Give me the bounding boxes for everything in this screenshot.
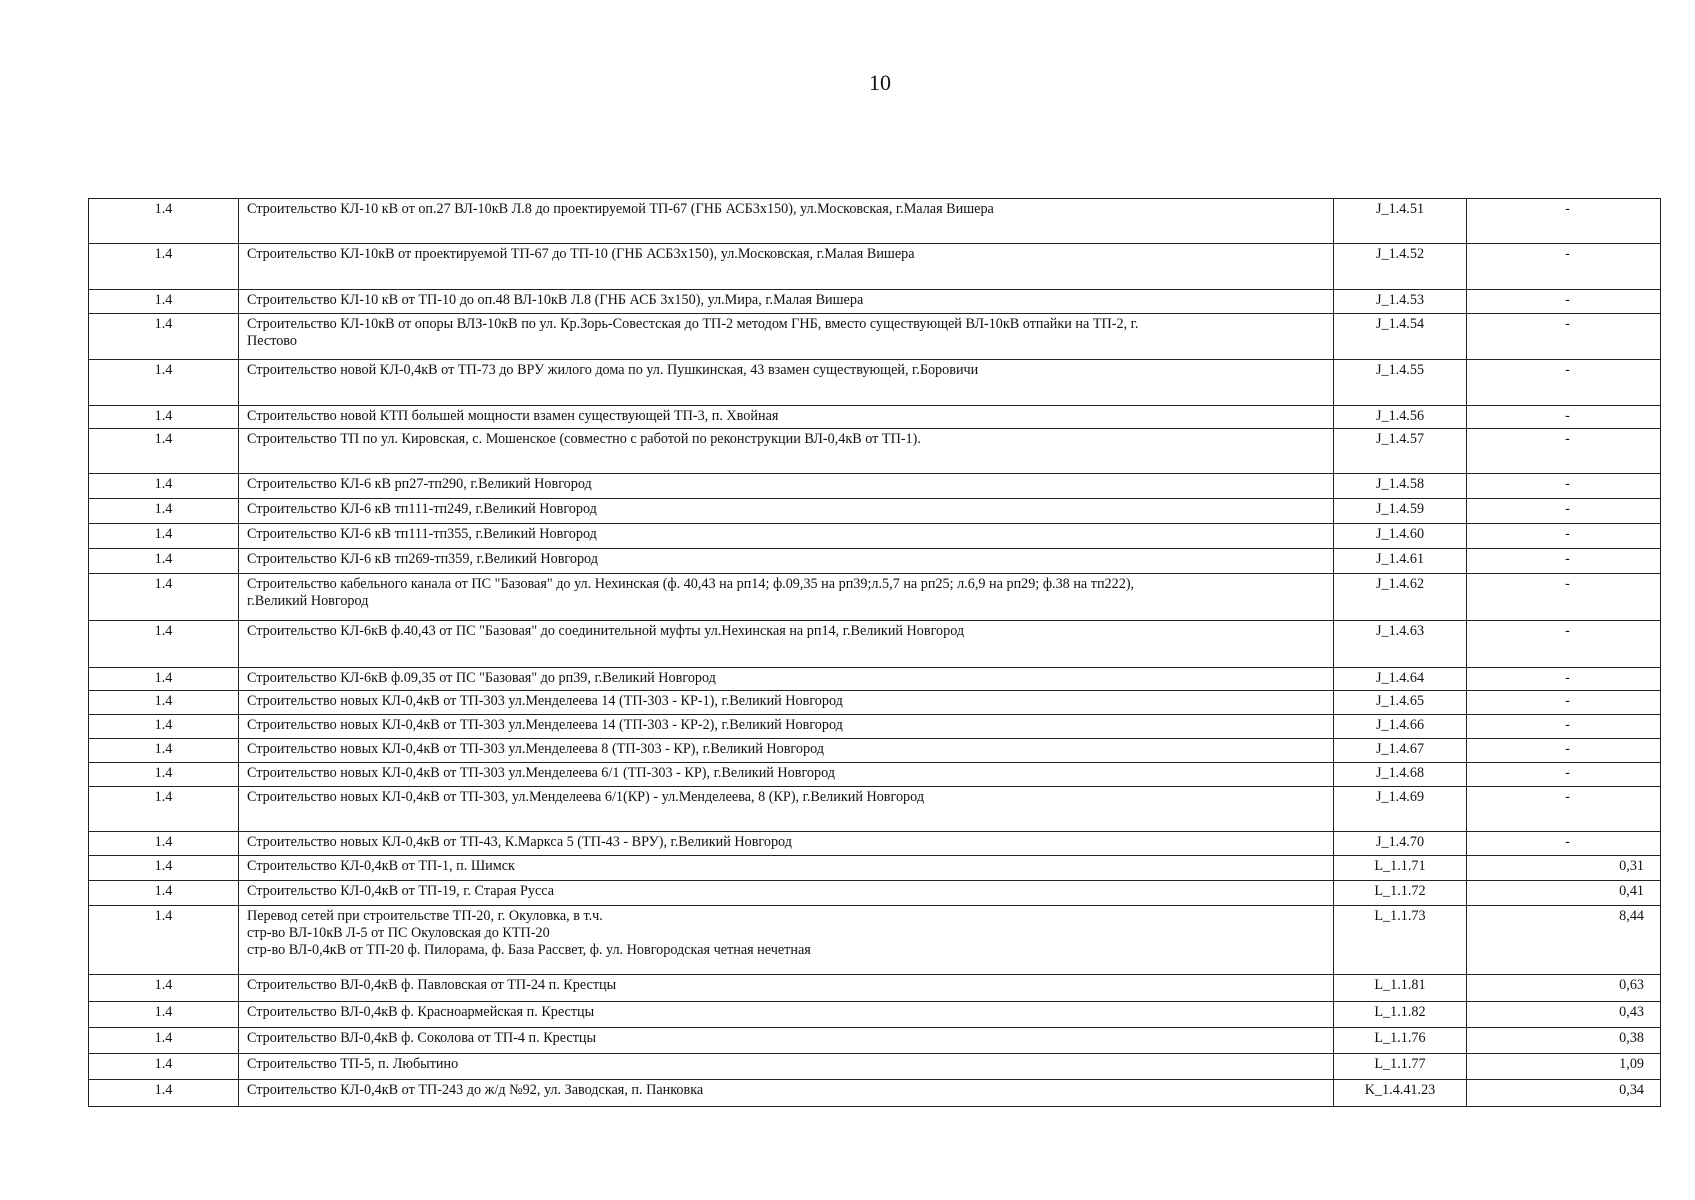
table-row xyxy=(89,1054,1661,1080)
value-cell: - xyxy=(1467,524,1661,549)
section-cell: 1.4 xyxy=(89,360,239,406)
value-cell: 1,09 xyxy=(1467,1054,1661,1080)
section-cell: 1.4 xyxy=(89,856,239,881)
value-cell: - xyxy=(1467,549,1661,574)
project-table-body xyxy=(89,199,1661,1107)
section-cell: 1.4 xyxy=(89,787,239,832)
description-line: Строительство ВЛ-0,4кВ ф. Павловская от ТП-24 п. Крестцы xyxy=(247,977,617,993)
description-line: Строительство новых КЛ-0,4кВ от ТП-303, ул.Менделеева 6/1(КР) - ул.Менделеева, 8 (КР), г.Великий Новгород xyxy=(247,789,925,805)
value-cell: - xyxy=(1467,474,1661,499)
description-line: Строительство КЛ-10кВ от проектируемой ТП-67 до ТП-10 (ГНБ АСБ3х150), ул.Московская, г.Малая Вишера xyxy=(247,246,915,262)
table-row xyxy=(89,406,1661,429)
section-cell: 1.4 xyxy=(89,621,239,668)
description-cell xyxy=(239,906,1334,975)
description-line: Строительство ВЛ-0,4кВ ф. Соколова от ТП-4 п. Крестцы xyxy=(247,1030,597,1046)
description-line: Строительство новых КЛ-0,4кВ от ТП-303 ул.Менделеева 6/1 (ТП-303 - КР), г.Великий Новгород xyxy=(247,765,836,781)
description-line: Строительство КЛ-6 кВ тп111-тп249, г.Великий Новгород xyxy=(247,501,597,517)
code-cell: J_1.4.64 xyxy=(1334,668,1467,691)
code-cell: L_1.1.72 xyxy=(1334,881,1467,906)
table-row xyxy=(89,429,1661,474)
description-line: Строительство ВЛ-0,4кВ ф. Красноармейская п. Крестцы xyxy=(247,1004,595,1020)
table-row xyxy=(89,906,1661,975)
table-row xyxy=(89,549,1661,574)
section-cell: 1.4 xyxy=(89,906,239,975)
description-cell xyxy=(239,856,1334,881)
value-cell: 0,38 xyxy=(1467,1028,1661,1054)
code-cell: J_1.4.65 xyxy=(1334,691,1467,715)
code-cell: L_1.1.81 xyxy=(1334,975,1467,1002)
description-cell xyxy=(239,314,1334,360)
code-cell: L_1.1.71 xyxy=(1334,856,1467,881)
code-cell: J_1.4.52 xyxy=(1334,244,1467,290)
code-cell: J_1.4.62 xyxy=(1334,574,1467,621)
section-cell: 1.4 xyxy=(89,406,239,429)
table-row xyxy=(89,715,1661,739)
value-cell: - xyxy=(1467,499,1661,524)
code-cell: J_1.4.57 xyxy=(1334,429,1467,474)
description-cell xyxy=(239,668,1334,691)
table-row xyxy=(89,1028,1661,1054)
value-cell: - xyxy=(1467,574,1661,621)
description-cell xyxy=(239,574,1334,621)
description-cell xyxy=(239,1028,1334,1054)
description-cell xyxy=(239,832,1334,856)
code-cell: J_1.4.70 xyxy=(1334,832,1467,856)
description-cell xyxy=(239,244,1334,290)
section-cell: 1.4 xyxy=(89,474,239,499)
description-cell xyxy=(239,787,1334,832)
table-row xyxy=(89,290,1661,314)
value-cell: - xyxy=(1467,832,1661,856)
description-cell xyxy=(239,290,1334,314)
table-row xyxy=(89,474,1661,499)
table-row xyxy=(89,739,1661,763)
value-cell: - xyxy=(1467,314,1661,360)
description-line: Строительство кабельного канала от ПС "Базовая" до ул. Нехинская (ф. 40,43 на рп14; ф.09,35 на рп39;л.5,7 на рп25; л.6,9 на рп29; ф.38 на тп222), xyxy=(247,576,1135,592)
description-cell xyxy=(239,360,1334,406)
value-cell: 0,43 xyxy=(1467,1002,1661,1028)
section-cell: 1.4 xyxy=(89,1054,239,1080)
code-cell: J_1.4.66 xyxy=(1334,715,1467,739)
description-line: Строительство КЛ-0,4кВ от ТП-1, п. Шимск xyxy=(247,858,515,874)
description-line: стр-во ВЛ-10кВ Л-5 от ПС Окуловская до КТП-20 xyxy=(247,925,550,941)
project-table xyxy=(88,198,1661,1107)
code-cell: L_1.1.82 xyxy=(1334,1002,1467,1028)
code-cell: J_1.4.67 xyxy=(1334,739,1467,763)
description-cell xyxy=(239,406,1334,429)
description-line: Строительство КЛ-0,4кВ от ТП-243 до ж/д №92, ул. Заводская, п. Панковка xyxy=(247,1082,704,1098)
description-line: Строительство КЛ-6 кВ рп27-тп290, г.Великий Новгород xyxy=(247,476,592,492)
description-cell xyxy=(239,715,1334,739)
table-row xyxy=(89,668,1661,691)
description-cell xyxy=(239,881,1334,906)
description-cell xyxy=(239,199,1334,244)
code-cell: J_1.4.60 xyxy=(1334,524,1467,549)
table-row xyxy=(89,1002,1661,1028)
code-cell: J_1.4.56 xyxy=(1334,406,1467,429)
description-line: Строительство КЛ-6 кВ тп111-тп355, г.Великий Новгород xyxy=(247,526,597,542)
value-cell: - xyxy=(1467,290,1661,314)
section-cell: 1.4 xyxy=(89,668,239,691)
description-line: Строительство КЛ-10 кВ от ТП-10 до оп.48 ВЛ-10кВ Л.8 (ГНБ АСБ 3х150), ул.Мира, г.Малая Вишера xyxy=(247,292,864,308)
table-row xyxy=(89,691,1661,715)
description-line: Строительство новой КЛ-0,4кВ от ТП-73 до ВРУ жилого дома по ул. Пушкинская, 43 взамен существующей, г.Боровичи xyxy=(247,362,979,378)
value-cell: - xyxy=(1467,739,1661,763)
section-cell: 1.4 xyxy=(89,881,239,906)
table-row xyxy=(89,881,1661,906)
section-cell: 1.4 xyxy=(89,199,239,244)
code-cell: L_1.1.77 xyxy=(1334,1054,1467,1080)
value-cell: 0,41 xyxy=(1467,881,1661,906)
value-cell: - xyxy=(1467,406,1661,429)
section-cell: 1.4 xyxy=(89,1080,239,1107)
value-cell: - xyxy=(1467,691,1661,715)
table-row xyxy=(89,856,1661,881)
section-cell: 1.4 xyxy=(89,499,239,524)
description-cell xyxy=(239,524,1334,549)
description-line: Строительство новых КЛ-0,4кВ от ТП-303 ул.Менделеева 14 (ТП-303 - КР-1), г.Великий Новгород xyxy=(247,693,843,709)
section-cell: 1.4 xyxy=(89,314,239,360)
value-cell: 0,63 xyxy=(1467,975,1661,1002)
description-cell xyxy=(239,1054,1334,1080)
description-line: Строительство КЛ-0,4кВ от ТП-19, г. Старая Русса xyxy=(247,883,555,899)
description-cell xyxy=(239,763,1334,787)
section-cell: 1.4 xyxy=(89,244,239,290)
description-cell xyxy=(239,549,1334,574)
value-cell: 0,31 xyxy=(1467,856,1661,881)
code-cell: J_1.4.61 xyxy=(1334,549,1467,574)
description-cell xyxy=(239,474,1334,499)
code-cell: J_1.4.69 xyxy=(1334,787,1467,832)
section-cell: 1.4 xyxy=(89,1028,239,1054)
table-row xyxy=(89,199,1661,244)
value-cell: - xyxy=(1467,199,1661,244)
description-line: Строительство новых КЛ-0,4кВ от ТП-303 ул.Менделеева 14 (ТП-303 - КР-2), г.Великий Новгород xyxy=(247,717,843,733)
description-line: Строительство новых КЛ-0,4кВ от ТП-303 ул.Менделеева 8 (ТП-303 - КР), г.Великий Новгород xyxy=(247,741,824,757)
table-row xyxy=(89,763,1661,787)
section-cell: 1.4 xyxy=(89,549,239,574)
code-cell: J_1.4.55 xyxy=(1334,360,1467,406)
description-line: г.Великий Новгород xyxy=(247,593,369,609)
value-cell: - xyxy=(1467,429,1661,474)
section-cell: 1.4 xyxy=(89,832,239,856)
table-row xyxy=(89,574,1661,621)
table-row xyxy=(89,621,1661,668)
section-cell: 1.4 xyxy=(89,290,239,314)
section-cell: 1.4 xyxy=(89,763,239,787)
description-line: Строительство КЛ-6кВ ф.09,35 от ПС "Базовая" до рп39, г.Великий Новгород xyxy=(247,670,716,686)
page-number: 10 xyxy=(869,70,891,95)
description-line: Пестово xyxy=(247,333,297,349)
section-cell: 1.4 xyxy=(89,429,239,474)
section-cell: 1.4 xyxy=(89,574,239,621)
value-cell: - xyxy=(1467,787,1661,832)
description-line: Перевод сетей при строительстве ТП-20, г. Окуловка, в т.ч. xyxy=(247,908,603,924)
code-cell: J_1.4.68 xyxy=(1334,763,1467,787)
value-cell: - xyxy=(1467,244,1661,290)
table-row xyxy=(89,832,1661,856)
description-cell xyxy=(239,739,1334,763)
section-cell: 1.4 xyxy=(89,975,239,1002)
description-cell xyxy=(239,499,1334,524)
description-line: стр-во ВЛ-0,4кВ от ТП-20 ф. Пилорама, ф. База Рассвет, ф. ул. Новгородская четная нечетная xyxy=(247,942,811,958)
table-row xyxy=(89,975,1661,1002)
description-cell xyxy=(239,975,1334,1002)
description-cell xyxy=(239,429,1334,474)
code-cell: J_1.4.51 xyxy=(1334,199,1467,244)
description-line: Строительство КЛ-6кВ ф.40,43 от ПС "Базовая" до соединительной муфты ул.Нехинская на рп14, г.Великий Новгород xyxy=(247,623,965,639)
value-cell: 8,44 xyxy=(1467,906,1661,975)
section-cell: 1.4 xyxy=(89,524,239,549)
value-cell: 0,34 xyxy=(1467,1080,1661,1107)
description-line: Строительство КЛ-10кВ от опоры ВЛЗ-10кВ по ул. Кр.Зорь-Совестская до ТП-2 методом ГНБ, вместо существующей ВЛ-10кВ отпайки на ТП-2, г. xyxy=(247,316,1139,332)
description-line: Строительство КЛ-6 кВ тп269-тп359, г.Великий Новгород xyxy=(247,551,598,567)
value-cell: - xyxy=(1467,715,1661,739)
description-cell xyxy=(239,1080,1334,1107)
description-line: Строительство ТП по ул. Кировская, с. Мошенское (совместно с работой по реконструкции ВЛ-0,4кВ от ТП-1). xyxy=(247,431,921,447)
code-cell: L_1.1.73 xyxy=(1334,906,1467,975)
value-cell: - xyxy=(1467,360,1661,406)
table-row xyxy=(89,360,1661,406)
table-row xyxy=(89,244,1661,290)
table-row xyxy=(89,1080,1661,1107)
description-cell xyxy=(239,621,1334,668)
section-cell: 1.4 xyxy=(89,739,239,763)
code-cell: J_1.4.63 xyxy=(1334,621,1467,668)
table-row xyxy=(89,499,1661,524)
code-cell: K_1.4.41.23 xyxy=(1334,1080,1467,1107)
value-cell: - xyxy=(1467,621,1661,668)
description-cell xyxy=(239,691,1334,715)
description-line: Строительство новой КТП большей мощности взамен существующей ТП-3, п. Хвойная xyxy=(247,408,779,424)
description-line: Строительство КЛ-10 кВ от оп.27 ВЛ-10кВ Л.8 до проектируемой ТП-67 (ГНБ АСБ3х150), ул.Московская, г.Малая Вишера xyxy=(247,201,994,217)
section-cell: 1.4 xyxy=(89,715,239,739)
code-cell: J_1.4.59 xyxy=(1334,499,1467,524)
table-row xyxy=(89,524,1661,549)
section-cell: 1.4 xyxy=(89,1002,239,1028)
code-cell: J_1.4.54 xyxy=(1334,314,1467,360)
description-line: Строительство новых КЛ-0,4кВ от ТП-43, К.Маркса 5 (ТП-43 - ВРУ), г.Великий Новгород xyxy=(247,834,792,850)
value-cell: - xyxy=(1467,763,1661,787)
code-cell: L_1.1.76 xyxy=(1334,1028,1467,1054)
description-line: Строительство ТП-5, п. Любытино xyxy=(247,1056,459,1072)
value-cell: - xyxy=(1467,668,1661,691)
code-cell: J_1.4.58 xyxy=(1334,474,1467,499)
section-cell: 1.4 xyxy=(89,691,239,715)
description-cell xyxy=(239,1002,1334,1028)
table-row xyxy=(89,787,1661,832)
table-row xyxy=(89,314,1661,360)
code-cell: J_1.4.53 xyxy=(1334,290,1467,314)
